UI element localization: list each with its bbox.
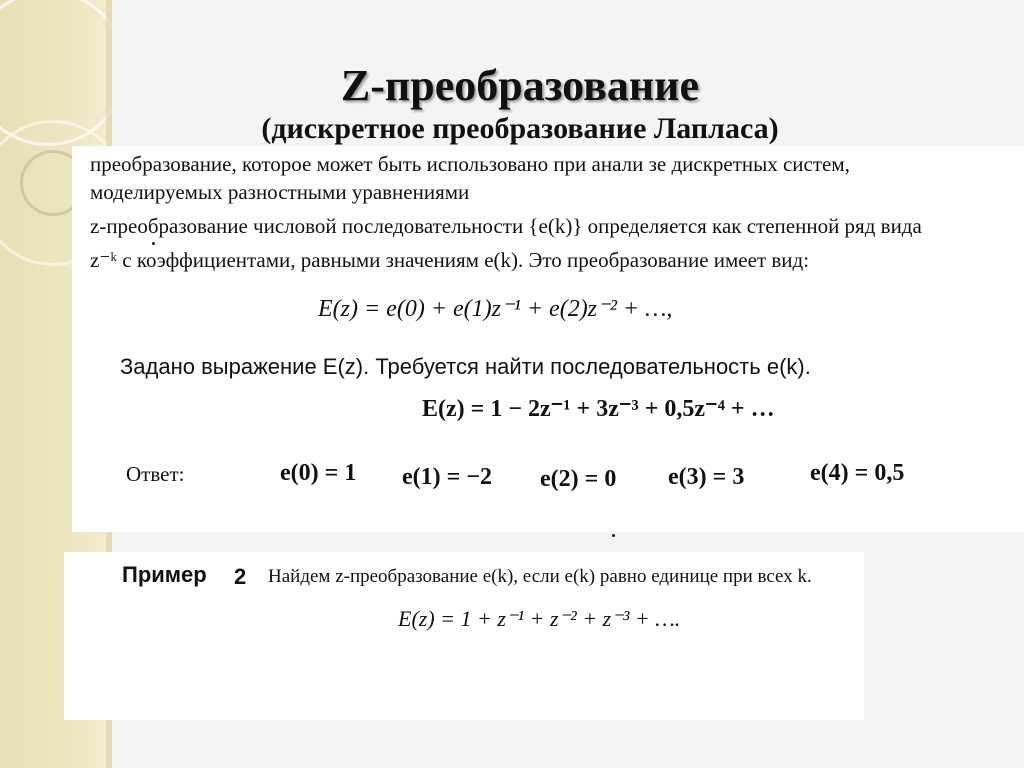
slide-subtitle: (дискретное преобразование Лапласа): [261, 112, 779, 145]
example-text: Найдем z-преобразование e(k), если e(k) равно единице при всех k.: [268, 566, 812, 587]
task-statement: Задано выражение E(z). Требуется найти последовательность e(k).: [120, 354, 811, 379]
definition-line: моделируемых разностными уравнениями: [90, 180, 470, 204]
answer-value: e(2) = 0: [540, 466, 617, 492]
answer-value: e(0) = 1: [280, 460, 357, 486]
definition-line: z⁻ᵏ с коэффициентами, равными значениям e(k). Это преобразование имеет вид:: [90, 248, 810, 272]
task-formula: E(z) = 1 − 2z⁻¹ + 3z⁻³ + 0,5z⁻⁴ + …: [422, 396, 775, 422]
definition-line: преобразование, которое может быть использовано при анали зе дискретных систем,: [90, 152, 850, 176]
definition-panel: [72, 146, 1024, 532]
example-formula: E(z) = 1 + z⁻¹ + z⁻² + z⁻³ + ….: [398, 606, 681, 631]
artifact-dot: [152, 242, 155, 245]
example-label: Пример: [122, 562, 207, 587]
answer-value: e(1) = −2: [402, 464, 492, 490]
example-number: 2: [234, 564, 247, 589]
artifact-dot: [612, 534, 615, 537]
slide-title: Z-преобразование: [340, 61, 700, 110]
z-transform-formula: E(z) = e(0) + e(1)z⁻¹ + e(2)z⁻² + …,: [318, 296, 673, 322]
answer-value: e(4) = 0,5: [810, 460, 905, 486]
answer-value: e(3) = 3: [668, 464, 745, 490]
definition-line: z-преобразование числовой последовательности {e(k)} определяется как степенной ряд вида: [90, 214, 922, 238]
example-panel: [64, 552, 864, 720]
answer-label: Ответ:: [126, 462, 185, 486]
